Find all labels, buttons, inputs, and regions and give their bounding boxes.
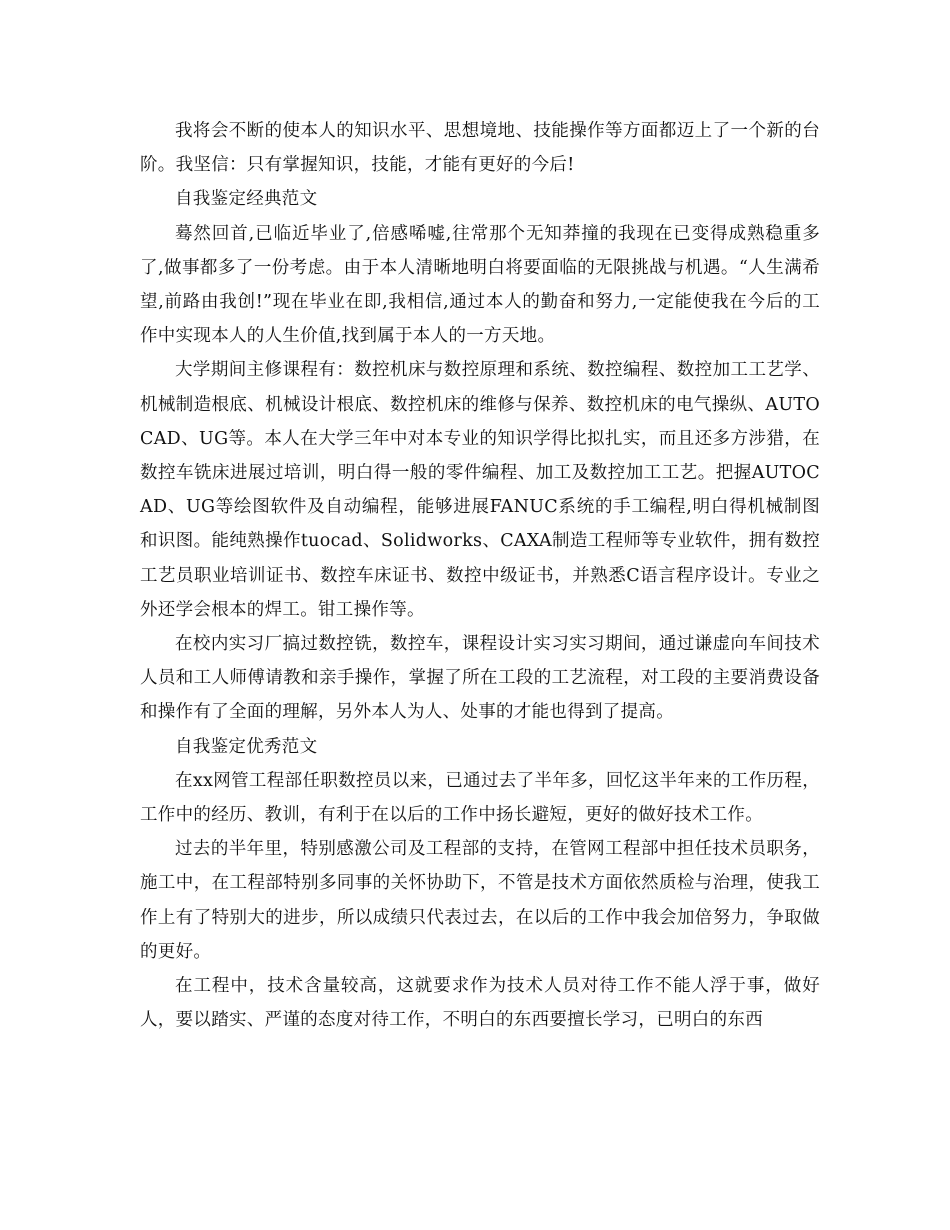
paragraph: 在xx网管工程部任职数控员以来，已通过去了半年多，回忆这半年来的工作历程，工作中的经历、教训，有利于在以后的工作中扬长避短，更好的做好技术工作。 (140, 770, 820, 826)
paragraph: 在工程中，技术含量较高，这就要求作为技术人员对待工作不能人浮于事，做好人，要以踏实、严谨的态度对待工作，不明白的东西要擅长学习，已明白的东西 (140, 976, 820, 1031)
document-page (140, 114, 820, 1037)
paragraph: 蓦然回首,已临近毕业了,倍感唏嘘,往常那个无知莽撞的我现在已变得成熟稳重多了,做事都多了一份考虑。由于本人清晰地明白将要面临的无限挑战与机遇。“人生满希望,前路由我创!”现在毕业在即,我相信,通过本人的勤奋和努力,一定能使我在今后的工作中实现本人的人生价值,找到属于本人的一方天地。 (140, 223, 820, 347)
paragraph: 我将会不断的使本人的知识水平、思想境地、技能操作等方面都迈上了一个新的台阶。我坚信：只有掌握知识，技能，才能有更好的今后! (140, 121, 820, 176)
paragraph: 过去的半年里，特别感激公司及工程部的支持，在管网工程部中担任技术员职务，施工中，在工程部特别多同事的关怀协助下，不管是技术方面依然质检与治理，使我工作上有了特别大的进步，所以成绩只代表过去，在以后的工作中我会加倍努力，争取做的更好。 (140, 839, 820, 962)
section-heading: 自我鉴定经典范文 (175, 189, 318, 210)
paragraph: 大学期间主修课程有：数控机床与数控原理和系统、数控编程、数控加工工艺学、机械制造根底、机械设计根底、数控机床的维修与保养、数控机床的电气操纵、AUTOCAD、UG等。本人在大学三年中对本专业的知识学得比拟扎实，而且还多方涉猎，在数控车铣床进展过培训，明白得一般的零件编程、加工及数控加工工艺。把握AUTOCAD、UG等绘图软件及自动编程，能够进展FANUC系统的手工编程,明白得机械制图和识图。能纯熟操作tuocad、Solidworks、CAXA制造工程师等专业软件，拥有数控工艺员职业培训证书、数控车床证书、数控中级证书，并熟悉C语言程序设计。专业之外还学会根本的焊工。钳工操作等。 (140, 360, 820, 620)
section-heading: 自我鉴定优秀范文 (175, 736, 318, 757)
paragraph: 在校内实习厂搞过数控铣，数控车，课程设计实习实习期间，通过谦虚向车间技术人员和工人师傅请教和亲手操作，掌握了所在工段的工艺流程，对工段的主要消费设备和操作有了全面的理解，另外本人为人、处事的才能也得到了提高。 (140, 634, 820, 723)
